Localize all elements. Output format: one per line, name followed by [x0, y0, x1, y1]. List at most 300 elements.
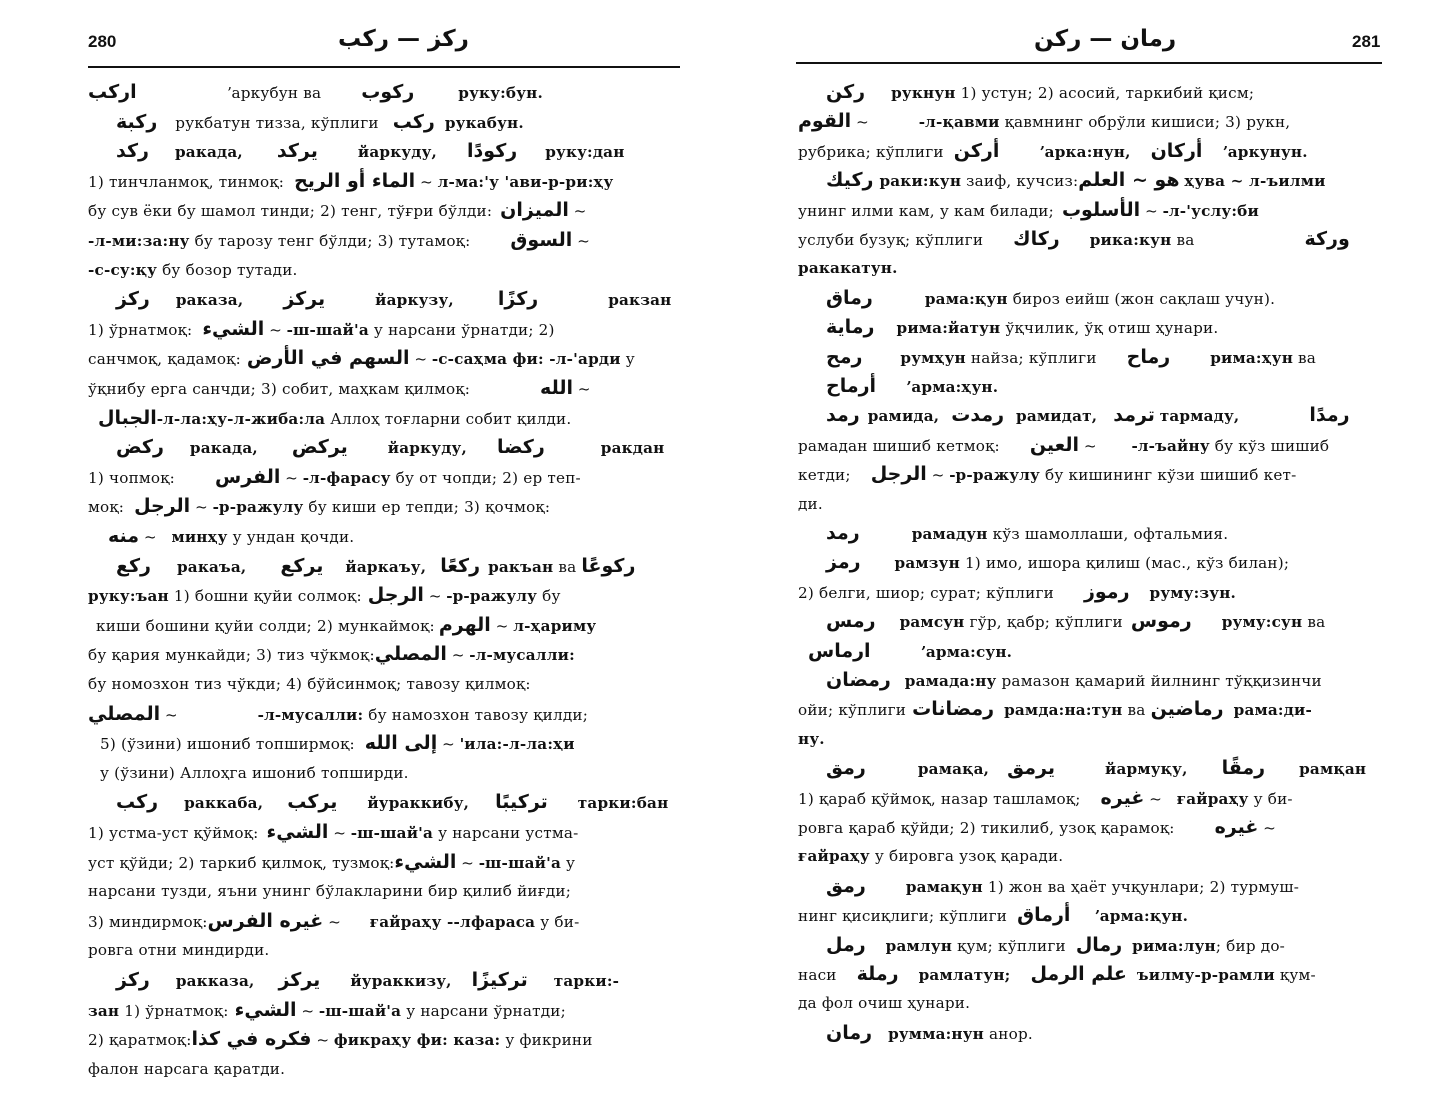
- arabic-headword: ركضا: [496, 436, 545, 459]
- arabic-headword: رماية: [826, 316, 875, 339]
- transliteration: ʼарма:қун.: [1094, 907, 1189, 926]
- arabic-headword: العين: [1029, 433, 1080, 456]
- definition-text: ва: [1171, 231, 1195, 249]
- transliteration: ракада,: [174, 143, 243, 162]
- definition-text: ~: [490, 616, 514, 635]
- arabic-headword: ركعًا: [440, 554, 481, 577]
- arabic-headword: ركودًا: [467, 140, 518, 163]
- arabic-headword: ركن: [826, 81, 866, 103]
- definition-text: ~: [1144, 789, 1167, 808]
- dictionary-line: [88, 674, 531, 694]
- arabic-headword: ركوب: [361, 81, 415, 103]
- transliteration: ракдан: [600, 439, 665, 458]
- dictionary-line: [798, 229, 1350, 250]
- definition-text: бу кўз шишиб: [1209, 436, 1330, 455]
- dictionary-line: [798, 435, 1329, 456]
- definition-text: ойи; кўплиги: [798, 701, 907, 720]
- definition-text: ва: [1122, 701, 1151, 720]
- dictionary-line: [798, 405, 1350, 426]
- definition-text: ~: [328, 824, 351, 842]
- transliteration: рамзун: [894, 554, 960, 573]
- dictionary-line: [798, 611, 1325, 632]
- definition-text: бу бозор тутади.: [157, 260, 298, 279]
- definition-text: ~: [160, 705, 178, 724]
- arabic-headword: ركع: [116, 554, 151, 577]
- definition-text: ~: [409, 350, 432, 369]
- definition-text: у фикрини: [500, 1031, 593, 1050]
- definition-text: у ундан қочди.: [227, 528, 355, 546]
- dictionary-line: [88, 1000, 566, 1021]
- arabic-headword: ركبة: [116, 110, 158, 133]
- dictionary-line: [798, 935, 1285, 956]
- arabic-headword: رمق: [826, 757, 866, 780]
- definition-text: 2) белги, шиор; сурат; кўплиги: [798, 583, 1054, 602]
- definition-text: Аллоҳ тоғларни собит қилди.: [325, 409, 572, 428]
- definition-text: ~: [572, 232, 590, 250]
- transliteration: руку:бун.: [458, 84, 543, 102]
- definition-text: ; бир до-: [1215, 936, 1285, 955]
- transliteration: рамада:ну: [904, 672, 997, 690]
- definition-text: 3) миндирмоқ:: [88, 912, 208, 931]
- definition-text: 1) чопмоқ:: [88, 468, 175, 487]
- arabic-headword: أرماح: [826, 375, 877, 397]
- definition-text: кетди;: [798, 466, 851, 485]
- arabic-headword: رمق: [826, 874, 866, 897]
- transliteration: йураккибу,: [367, 794, 470, 813]
- arabic-headword: يركز: [278, 969, 321, 991]
- arabic-headword: رمس: [826, 610, 876, 633]
- transliteration: раказа,: [175, 291, 244, 310]
- arabic-headword: الماء أو الريح: [294, 169, 416, 192]
- transliteration: ракакатун.: [798, 259, 898, 278]
- arabic-headword: منه: [108, 525, 140, 547]
- dictionary-line: [88, 319, 555, 340]
- definition-text: 1) ўрнатмоқ:: [88, 320, 193, 339]
- definition-text: 1) устун; 2) асосий, таркибий қисм;: [955, 84, 1255, 102]
- transliteration: рамақун: [905, 877, 983, 896]
- arabic-headword: رمان: [826, 1021, 873, 1044]
- arabic-headword: يركز: [283, 288, 326, 311]
- transliteration: л-ҳариму: [513, 616, 597, 635]
- arabic-headword: الشيء: [266, 821, 329, 843]
- transliteration: руму:зун.: [1149, 583, 1236, 602]
- definition-text: ~: [1258, 819, 1276, 837]
- definition-text: у нарсани ўрнатди;: [401, 1001, 566, 1020]
- dictionary-line: [88, 378, 591, 399]
- transliteration: ракъан: [488, 557, 554, 576]
- transliteration: тарки:-: [553, 972, 620, 990]
- definition-text: 5) (ўзини) ишониб топширмоқ:: [100, 735, 355, 754]
- dictionary-line: [798, 288, 1275, 309]
- dictionary-line: [798, 494, 823, 514]
- dictionary-line: [88, 230, 590, 251]
- dictionary-line: [798, 905, 1188, 926]
- dictionary-line: [88, 496, 550, 517]
- transliteration: зан: [88, 1001, 120, 1020]
- definition-text: қум-: [1274, 966, 1316, 984]
- arabic-headword: هو ~ العلم: [1078, 169, 1180, 192]
- dictionary-line: [798, 82, 1254, 103]
- right-page-number: 281: [1352, 32, 1381, 51]
- arabic-headword: الجبال: [98, 406, 157, 429]
- definition-text: бироз еийш (жон сақлаш учун).: [1007, 289, 1276, 308]
- definition-text: у нарсани ўрнатди; 2): [368, 320, 555, 339]
- dictionary-line: [798, 699, 1312, 720]
- dictionary-line: [88, 437, 665, 458]
- arabic-headword: رمدًا: [1309, 404, 1350, 427]
- arabic-headword: ارماس: [808, 639, 871, 662]
- transliteration: йаркаъу,: [345, 557, 427, 576]
- arabic-headword: تركيزًا: [471, 969, 528, 991]
- transliteration: минҳу: [171, 528, 228, 546]
- dictionary-line: [798, 523, 1228, 544]
- transliteration: -с-саҳма фи: -л-'арди: [431, 350, 621, 369]
- transliteration: -ш-шай'а: [478, 853, 561, 872]
- arabic-headword: رماضين: [1150, 698, 1224, 721]
- transliteration: л-ма:'у 'ави-р-ри:ҳу: [437, 172, 614, 191]
- definition-text: ~: [423, 587, 447, 606]
- transliteration: ҳува ~ л-ъилми: [1184, 172, 1326, 191]
- definition-text: санчмоқ, қадамоқ:: [88, 350, 241, 369]
- arabic-headword: ركد: [116, 140, 149, 163]
- transliteration: рамадун: [911, 525, 988, 543]
- arabic-headword: رموز: [1083, 580, 1130, 603]
- transliteration: ғайраҳу: [798, 847, 870, 866]
- transliteration: ʼарка:нун,: [1039, 142, 1131, 161]
- dictionary-line: [88, 970, 619, 991]
- dictionary-line: [88, 112, 524, 133]
- definition-text: бу: [537, 587, 561, 606]
- dictionary-line: [88, 171, 613, 192]
- definition-text: 1) ўрнатмоқ:: [119, 1001, 229, 1020]
- dictionary-line: [88, 585, 561, 606]
- definition-text: ~: [264, 320, 287, 339]
- transliteration: -р-ражулу: [949, 466, 1040, 485]
- transliteration: ғайраҳу: [1176, 789, 1249, 808]
- arabic-headword: المصلي: [88, 702, 161, 725]
- definition-text: да фол очиш ҳунари.: [798, 994, 971, 1013]
- arabic-headword: أركن: [953, 139, 1000, 162]
- definition-text: 1) тинчланмоқ, тинмоқ:: [88, 172, 285, 191]
- dictionary-line: [798, 141, 1308, 162]
- transliteration: фикраҳу фи: каза:: [333, 1031, 501, 1050]
- definition-text: ўқнибу ерга санчди; 3) собит, маҳкам қилмоқ:: [88, 380, 471, 398]
- definition-text: рамадан шишиб кетмоқ:: [798, 436, 1000, 455]
- definition-text: услуби бузуқ; кўплиги: [798, 231, 984, 249]
- definition-text: бу кишининг кўзи шишиб кет-: [1039, 466, 1297, 485]
- arabic-headword: غيره: [1214, 816, 1259, 838]
- dictionary-line: [798, 200, 1259, 221]
- transliteration: ғайраҳу --лфараса: [369, 912, 536, 931]
- definition-text: ва: [1302, 613, 1326, 632]
- arabic-headword: رمد: [826, 522, 860, 544]
- definition-text: қум; кўплиги: [952, 936, 1066, 955]
- definition-text: у (ўзини) Аллоҳга ишониб топширди.: [100, 763, 409, 782]
- transliteration: рамда:на:тун: [1004, 701, 1123, 720]
- definition-text: рукбатун тизза, кўплиги: [175, 113, 379, 132]
- right-header-rule: [796, 62, 1382, 64]
- definition-text: ди.: [798, 494, 823, 513]
- definition-text: ~: [311, 1031, 334, 1050]
- definition-text: найза; кўплиги: [965, 348, 1097, 367]
- dictionary-line: [798, 170, 1326, 191]
- definition-text: 2) қаратмоқ:: [88, 1031, 192, 1050]
- definition-text: ~: [323, 912, 346, 931]
- definition-text: ~: [437, 735, 460, 754]
- arabic-headword: المصلي: [374, 643, 447, 666]
- dictionary-line: [88, 289, 671, 310]
- transliteration: рама:ди-: [1233, 701, 1313, 720]
- dictionary-line: [88, 200, 586, 221]
- definition-text: унинг илми кам, у кам билади;: [798, 201, 1054, 220]
- left-header-rule: [88, 66, 680, 68]
- arabic-headword: ركيك: [826, 169, 874, 192]
- arabic-headword: علم الرمل: [1030, 963, 1127, 985]
- definition-text: заиф, кучсиз:: [961, 172, 1079, 191]
- definition-text: гўр, қабр; кўплиги: [964, 613, 1123, 632]
- left-page-number: 280: [88, 32, 117, 51]
- transliteration: рукабун.: [444, 113, 524, 132]
- transliteration: -с-су:қу: [88, 260, 158, 279]
- transliteration: -ш-шай'а: [350, 824, 434, 842]
- dictionary-line: [798, 670, 1322, 691]
- arabic-headword: ركض: [116, 436, 164, 459]
- definition-text: анор.: [984, 1024, 1033, 1043]
- dictionary-line: [88, 1059, 285, 1079]
- dictionary-line: [798, 376, 998, 397]
- transliteration: -л-ла:ҳу-л-жиба:ла: [156, 409, 326, 428]
- transliteration: ʼаркунун.: [1222, 142, 1308, 161]
- definition-text: ровга отни миндирди.: [88, 941, 270, 960]
- arabic-headword: فكره في كذا: [191, 1028, 312, 1051]
- transliteration: рамлатун;: [918, 966, 1011, 984]
- transliteration: рима:ҳун: [1210, 348, 1294, 367]
- dictionary-line: [798, 552, 1289, 573]
- dictionary-line: [798, 758, 1366, 779]
- dictionary-line: [88, 822, 578, 843]
- definition-text: 1) имо, ишора қилиш (мас., кўз билан);: [959, 554, 1290, 573]
- transliteration: ʼарма:сун.: [920, 642, 1013, 661]
- arabic-headword: ركوعًا: [581, 554, 636, 577]
- right-page: [720, 0, 1440, 1114]
- definition-text: ~: [572, 380, 591, 398]
- dictionary-line: [798, 817, 1276, 838]
- arabic-headword: الميزان: [500, 199, 569, 222]
- definition-text: нинг қисиқлиги; кўплиги: [798, 907, 1008, 926]
- arabic-headword: ترمد: [1113, 404, 1155, 427]
- dictionary-line: [798, 788, 1293, 809]
- arabic-headword: يركب: [287, 791, 338, 814]
- dictionary-line: [88, 526, 354, 547]
- transliteration: рамсун: [899, 613, 965, 632]
- arabic-headword: وركة: [1304, 228, 1350, 250]
- transliteration: йаркуду,: [357, 143, 438, 162]
- dictionary-line: [88, 556, 635, 577]
- transliteration: -ш-шай'а: [318, 1001, 402, 1020]
- arabic-headword: تركيبًا: [495, 791, 548, 814]
- definition-text: бу қария мункайди; 3) тиз чўкмоқ:: [88, 646, 375, 665]
- arabic-headword: القوم: [798, 110, 852, 133]
- transliteration: рима:йатун: [896, 319, 1001, 338]
- arabic-headword: يرمق: [1007, 757, 1055, 780]
- transliteration: ну.: [798, 729, 825, 748]
- dictionary-line: [798, 729, 825, 749]
- transliteration: ракзан: [608, 291, 672, 310]
- arabic-headword: الشيء: [202, 317, 265, 340]
- definition-text: бу киши ер тепди; 3) қочмоқ:: [303, 498, 551, 517]
- transliteration: -л-мусалли:: [469, 646, 575, 665]
- arabic-headword: رمز: [826, 551, 861, 574]
- definition-text: кўз шамоллаши, офтальмия.: [987, 525, 1229, 543]
- transliteration: -ш-шай'а: [286, 320, 369, 339]
- transliteration: рамида,: [867, 407, 940, 426]
- transliteration: румҳун: [900, 348, 966, 367]
- arabic-headword: أرماق: [1017, 904, 1071, 927]
- transliteration: -р-ражулу: [446, 587, 538, 606]
- left-running-header: ركز — ركب: [338, 26, 469, 52]
- transliteration: -л-'услу:би: [1162, 201, 1259, 220]
- definition-text: бу намозхон тавозу қилди;: [363, 705, 589, 724]
- dictionary-line: [88, 260, 298, 280]
- dictionary-line: [88, 763, 409, 783]
- dictionary-line: [88, 852, 575, 873]
- definition-text: фалон нарсага қаратди.: [88, 1059, 286, 1078]
- arabic-headword: الله: [540, 377, 573, 399]
- definition-text: уст қўйди; 2) таркиб қилмоқ, тузмоқ:: [88, 853, 395, 872]
- transliteration: рамақа,: [917, 760, 990, 779]
- dictionary-line: [798, 964, 1316, 985]
- dictionary-line: [88, 881, 571, 901]
- arabic-headword: ركب: [392, 110, 435, 133]
- dictionary-line: [88, 911, 579, 932]
- transliteration: ракада,: [189, 439, 258, 458]
- transliteration: ъилму-р-рамли: [1136, 966, 1275, 984]
- definition-text: моқ:: [88, 498, 125, 517]
- definition-text: ~: [1140, 201, 1163, 220]
- arabic-headword: الهرم: [438, 613, 491, 636]
- definition-text: ~: [1079, 436, 1102, 455]
- arabic-headword: يركع: [280, 554, 324, 577]
- arabic-headword: ركب: [116, 791, 159, 814]
- transliteration: -л-фарасу: [302, 468, 391, 487]
- definition-text: рамазон қамарий йилнинг тўққизинчи: [996, 672, 1322, 690]
- transliteration: -л-ъайну: [1131, 436, 1210, 455]
- transliteration: -л-қавми: [918, 113, 1000, 132]
- dictionary-line: [88, 733, 575, 754]
- definition-text: ~: [190, 498, 213, 517]
- arabic-headword: الشيء: [234, 998, 297, 1021]
- dictionary-line: [88, 467, 581, 488]
- arabic-headword: رمضان: [826, 669, 891, 691]
- transliteration: йураккизу,: [350, 972, 452, 990]
- dictionary-line: [88, 348, 635, 369]
- arabic-headword: رمال: [1075, 933, 1123, 956]
- arabic-headword: رموس: [1130, 610, 1192, 633]
- transliteration: рима:лун: [1132, 936, 1216, 955]
- arabic-headword: ركز: [116, 969, 150, 991]
- definition-text: у бировга узоқ қаради.: [869, 847, 1064, 866]
- transliteration: йаркузу,: [375, 291, 454, 310]
- definition-text: ва: [553, 557, 582, 576]
- dictionary-line: [798, 993, 970, 1013]
- definition-text: у: [620, 350, 635, 369]
- dictionary-line: [88, 792, 668, 813]
- dictionary-line: [88, 615, 596, 636]
- definition-text: ~: [139, 528, 162, 546]
- definition-text: ~: [296, 1001, 319, 1020]
- dictionary-line: [798, 1023, 1033, 1044]
- arabic-headword: الشيء: [394, 850, 457, 873]
- dictionary-line: [88, 644, 575, 665]
- transliteration: ракказа,: [175, 972, 255, 990]
- definition-text: ~: [415, 172, 438, 191]
- definition-text: 1) жон ва ҳаёт учқунлари; 2) турмуш-: [982, 877, 1300, 896]
- dictionary-line: [798, 846, 1063, 866]
- transliteration: рама:қун: [924, 289, 1008, 308]
- definition-text: у: [560, 853, 576, 872]
- arabic-headword: ركز: [116, 288, 150, 311]
- definition-text: ўқчилик, ўқ отиш ҳунари.: [1000, 319, 1219, 338]
- arabic-headword: رماح: [1126, 345, 1171, 368]
- transliteration: рамқан: [1299, 760, 1367, 779]
- definition-text: киши бошини қуйи солди; 2) мункаймоқ:: [96, 616, 435, 635]
- definition-text: ва: [1293, 348, 1317, 367]
- dictionary-line: [88, 940, 269, 960]
- arabic-headword: يركد: [276, 140, 318, 163]
- arabic-headword: رماق: [826, 286, 873, 309]
- arabic-headword: الرجل: [367, 584, 424, 607]
- dictionary-line: [798, 317, 1218, 338]
- definition-text: рубрика; кўплиги: [798, 142, 944, 161]
- arabic-headword: ركزًا: [497, 288, 539, 311]
- definition-text: ~: [851, 113, 869, 132]
- dictionary-line: [88, 1029, 593, 1050]
- transliteration: рика:кун: [1089, 231, 1172, 249]
- transliteration: руку:ъан: [88, 587, 169, 606]
- transliteration: рамлун: [885, 936, 953, 955]
- dictionary-line: [798, 464, 1296, 485]
- arabic-headword: رمح: [826, 345, 863, 368]
- right-running-header: رمان — ركن: [1034, 26, 1177, 52]
- definition-text: у би-: [535, 912, 580, 931]
- definition-text: у би-: [1248, 789, 1293, 808]
- definition-text: бу тарозу тенг бўлди; 3) тутамоқ:: [189, 232, 471, 250]
- transliteration: -р-ражулу: [212, 498, 304, 517]
- transliteration: -л-ми:за:ну: [88, 232, 190, 250]
- definition-text: ~: [926, 466, 950, 485]
- definition-text: бу от чопди; 2) ер теп-: [390, 468, 581, 487]
- arabic-headword: ركاك: [1013, 228, 1060, 250]
- transliteration: румма:нун: [888, 1024, 984, 1043]
- transliteration: рукнун: [891, 84, 956, 102]
- arabic-headword: رمد: [826, 404, 860, 427]
- transliteration: тармаду,: [1159, 407, 1240, 426]
- transliteration: 'ила:-л-ла:ҳи: [459, 735, 575, 754]
- dictionary-line: [88, 141, 625, 162]
- arabic-headword: إلى الله: [364, 732, 438, 755]
- transliteration: йармуқу,: [1105, 760, 1188, 779]
- dictionary-line: [798, 641, 1012, 662]
- dictionary-line: [798, 258, 898, 278]
- dictionary-line: [798, 347, 1316, 368]
- dictionary-line: [798, 876, 1299, 897]
- arabic-headword: الأسلوب: [1061, 198, 1141, 221]
- arabic-headword: الفرس: [215, 465, 281, 488]
- definition-text: ʼаркубун ва: [226, 84, 322, 102]
- transliteration: ракаъа,: [176, 557, 247, 576]
- arabic-headword: الرجل: [870, 463, 927, 486]
- definition-text: 1) қараб қўймоқ, назар ташламоқ;: [798, 789, 1081, 808]
